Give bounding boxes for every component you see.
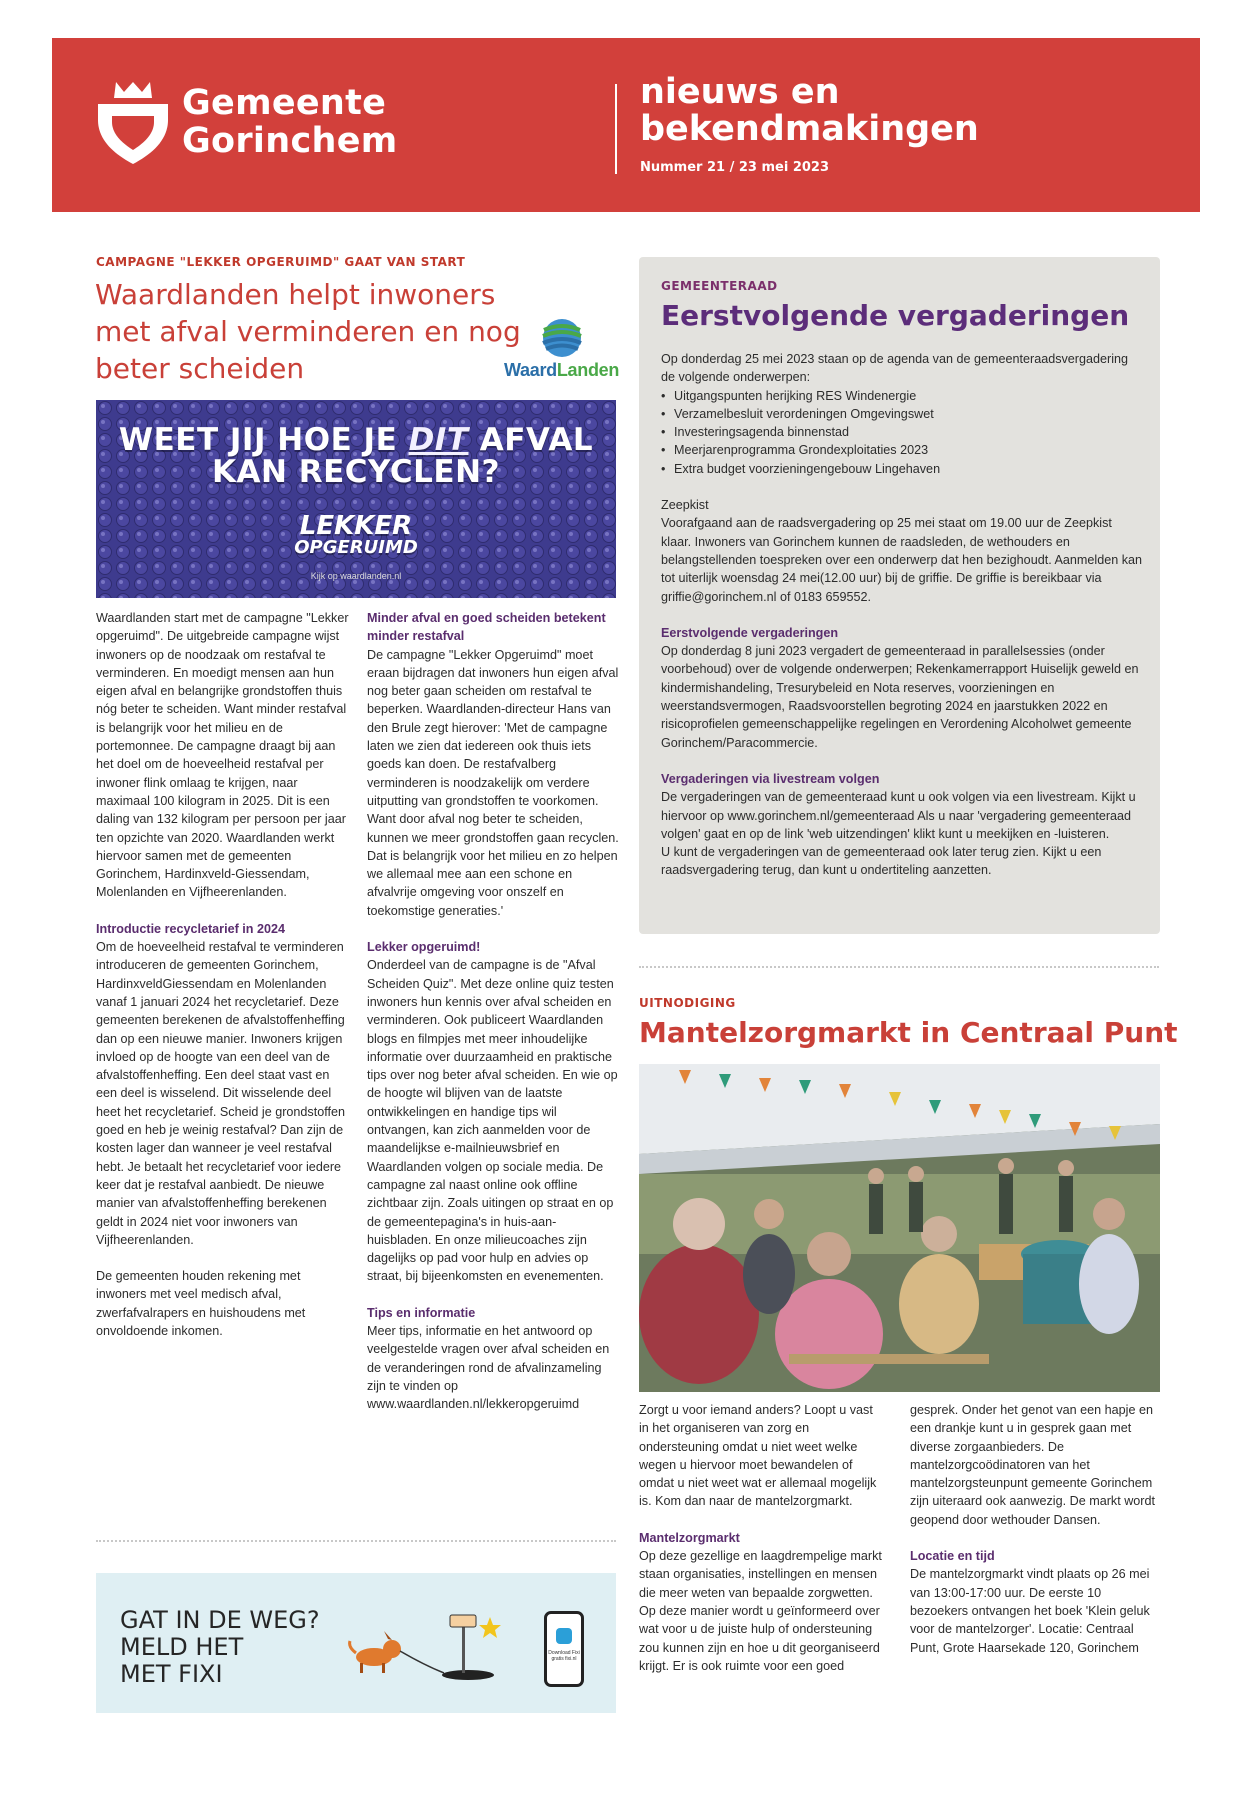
left-article-headline: Waardlanden helpt inwoners met afval verminderen en nog beter scheiden xyxy=(95,278,521,385)
paragraph: Onderdeel van de campagne is de "Afval Scheiden Quiz". Met deze online quiz testen inwoners hun kennis over afval scheiden en verminderen. Ook publiceert Waardlanden blogs en filmpjes met meer inhoudelijke informatie over duurzaamheid en praktische tips over nog beter afval scheiden. En wie op de hoogte wil blijven van de laatste ontwikkelingen en handige tips wil ontvangen, kan zich aanmelden voor de maandelijkse e-mailnieuwsbrief en Waardlanden volgen op sociale media. De campagne zal naast online ook offline zichtbaar zijn. Zoals uitingen op straat en op de gemeentepagina's in huis-aan-huisbladen. En onze milieucoaches zijn dagelijks op pad voor hulp en advies op straat, bij bijeenkomsten en evenementen. xyxy=(367,958,618,1284)
subheading: Minder afval en goed scheiden betekent minder restafval xyxy=(367,611,606,644)
subheading: Lekker opgeruimd! xyxy=(367,940,481,955)
paragraph: Meer tips, informatie en het antwoord op veelgestelde vragen over afval scheiden en de veranderingen rond de afvalinzameling zijn te vinden op www.waardlanden.nl/lekkeropgeruimd xyxy=(367,1323,610,1412)
campaign-banner xyxy=(96,400,616,598)
paragraph: De vergaderingen van de gemeenteraad kunt u ook volgen via een livestream. Kijkt u hiervoor op www.gorinchem.nl/gemeenteraad Als u naar 'vergadering gemeenteraad volgen' gaat en op de link 'web uitzendingen' klikt kunt u meekijken en -luisteren. xyxy=(661,790,1136,841)
paragraph: Op donderdag 25 mei 2023 staan op de agenda van de gemeenteraadsvergadering de volgende onderwerpen: xyxy=(661,352,1129,385)
waardlanden-wordmark xyxy=(504,360,619,381)
mantelzorg-column-1 xyxy=(639,1401,884,1675)
banner-headline-line-2: KAN RECYCLEN? xyxy=(212,454,500,490)
fixi-advertisement[interactable] xyxy=(96,1573,616,1713)
banner-headline-line-1 xyxy=(96,422,616,458)
brand-name xyxy=(182,84,398,160)
mantelzorg-kicker: UITNODIGING xyxy=(639,996,736,1010)
agenda-item: • Extra budget voorzieningengebouw Lingehaven xyxy=(661,460,1145,478)
agenda-item: • Meerjarenprogramma Grondexploitaties 2023 xyxy=(661,441,1145,459)
mantelzorg-column-2 xyxy=(910,1401,1162,1657)
lekker-opgeruimd-logo xyxy=(96,511,616,559)
masthead xyxy=(52,38,1200,212)
paragraph: Voorafgaand aan de raadsvergadering op 25 mei staat om 19.00 uur de Zeepkist klaar. Inwoners van Gorinchem kunnen de raadsleden, de wethouders en belangstellenden toespreken over een onderwerp dat hen bezighoudt. Aanmelden kan tot uiterlijk woensdag 24 mei(12.00 uur) bij de griffie. De griffie is bereikbaar via griffie@gorinchem.nl of 0183 659552. xyxy=(661,516,1143,604)
mantelzorg-title: Mantelzorgmarkt in Centraal Punt xyxy=(639,1016,1178,1049)
paragraph: De mantelzorgmarkt vindt plaats op 26 mei van 13:00-17:00 uur. De eerste 10 bezoekers ontvangen het boek 'Klein geluk voor de mantelzorger'. Locatie: Centraal Punt, Grote Haarsekade 120, Gorinchem xyxy=(910,1567,1150,1655)
dog-pothole-illustration xyxy=(344,1613,504,1683)
gemeenteraad-box xyxy=(639,257,1160,934)
section-divider xyxy=(96,1540,616,1542)
agenda-item: • Verzamelbesluit verordeningen Omgevingswet xyxy=(661,405,1145,423)
agenda-list xyxy=(661,387,1145,478)
paragraph: U kunt de vergaderingen van de gemeenteraad ook later terug zien. Kijkt u een raadsvergadering terug, dan kunt u ondertiteling aanzetten. xyxy=(661,845,1102,878)
fixi-line-3: MET FIXI xyxy=(120,1660,223,1688)
subheading: Locatie en tijd xyxy=(910,1549,995,1564)
paragraph: Om de hoeveelheid restafval te verminderen introduceren de gemeenten Gorinchem, HardinxveldGiessendam en Molenlanden vanaf 1 januari 2024 het recycletarief. Deze gemeenten berekenen de afvalstoffenheffing dan op een nieuwe manier. Inwoners krijgen invloed op de hoogte van een deel van de afvalstoffenheffing. Een deel staat vast en een deel is wisselend. Dit wisselende deel heet het recycletarief. Scheid je grondstoffen goed en heb je weinig restafval? Dan zijn de kosten lager dan wanneer je veel restafval hebt. Je betaalt het recycletarief voor iedere keer dat je restafval aanbiedt. De nieuwe manier van afvalstoffenheffing berekenen geldt in 2024 niet voor inwoners van Vijfheerenlanden. xyxy=(96,940,345,1247)
subheading: Mantelzorgmarkt xyxy=(639,1530,740,1545)
gemeenteraad-kicker: GEMEENTERAAD xyxy=(661,279,778,293)
paragraph: De campagne "Lekker Opgeruimd" moet eraan bijdragen dat inwoners hun eigen afval nog beter gaan scheiden om restafval te beperken. Waardlanden-directeur Hans van den Brule zegt hierover: 'Met de campagne laten we zien dat iedereen ook thuis iets goeds kan doen. De restafvalberg verminderen is noodzakelijk om verdere uitputting van grondstoffen te voorkomen. Want door afval nog beter te scheiden, kunnen we meer grondstoffen gaan recyclen. Dat is belangrijk voor het milieu en zo helpen we allemaal mee aan een schone en afvalvrije omgeving voor onszelf en toekomstige generaties.' xyxy=(367,647,619,918)
waardlanden-globe-icon xyxy=(540,318,584,358)
agenda-item: • Uitgangspunten herijking RES Windenergie xyxy=(661,387,1145,405)
wordmark-part-1: Waard xyxy=(504,360,557,380)
left-article-column-1 xyxy=(96,609,351,1340)
paragraph: Op donderdag 8 juni 2023 vergadert de gemeenteraad in parallelsessies (onder voorbehoud) over de volgende onderwerpen; Rekenkamerrapport Huiselijk geweld en kindermishandeling, Tresurybeleid en Nota reserves, voorzieningen en weerstandsvermogen, Raadsvoorstellen begroting 2024 en jaarstukken 2022 en risicoprofielen gemeenschappelijke regelingen en Verordening Alcoholwet gemeente Gorinchem/Paracommercie. xyxy=(661,644,1139,750)
left-article-kicker: CAMPAGNE "LEKKER OPGERUIMD" GAAT VAN START xyxy=(96,255,466,269)
left-article-column-2 xyxy=(367,609,619,1413)
market-crowd-scene xyxy=(639,1064,1160,1392)
fixi-app-phone-icon xyxy=(544,1611,584,1687)
issue-info: Nummer 21 / 23 mei 2023 xyxy=(640,160,830,175)
subheading: Introductie recycletarief in 2024 xyxy=(96,921,285,936)
fixi-line-1: GAT IN DE WEG? xyxy=(120,1606,320,1634)
paragraph: Op deze gezellige en laagdrempelige markt staan organisaties, instellingen en mensen die meer weten van bepaalde zorgwetten. Op deze manier wordt u geïnformeerd over wat voor u de juiste hulp of ondersteuning zou kunnen zijn en hoe u dit georganiseerd krijgt. Er is ook ruimte voor een goed xyxy=(639,1549,882,1673)
banner-line1-emphasis: DIT xyxy=(408,422,469,458)
banner-line1-end: AFVAL xyxy=(479,422,594,458)
brand-line-2: Gorinchem xyxy=(182,121,398,161)
fixi-ad-text xyxy=(120,1607,320,1688)
paragraph: gesprek. Onder het genot van een hapje en een drankje kunt u in gesprek gaan met diverse zorgaanbieders. De mantelzorgcoödinatoren van het mantelzorgsteunpunt gemeente Gorinchem zijn uiteraard ook aanwezig. De markt wordt geopend door wethouder Dansen. xyxy=(910,1403,1155,1527)
publication-title-line-1: nieuws en xyxy=(640,72,840,112)
paragraph: Zorgt u voor iemand anders? Loopt u vast in het organiseren van zorg en ondersteuning omdat u niet weet welke wegen u hiervoor moet bewandelen of omdat u niet weet wat er allemaal mogelijk is. Kom dan naar de mantelzorgmarkt. xyxy=(639,1403,877,1509)
publication-title-line-2: bekendmakingen xyxy=(640,109,979,149)
brand-line-1: Gemeente xyxy=(182,83,387,123)
gemeente-crown-shield-icon xyxy=(94,80,172,166)
subheading: Vergaderingen via livestream volgen xyxy=(661,771,880,786)
zeepkist-label: Zeepkist xyxy=(661,498,709,513)
waardlanden-logo xyxy=(504,318,620,382)
paragraph: De gemeenten houden rekening met inwoners met veel medisch afval, zwerfafvalrapers en huishoudens met onvoldoende inkomen. xyxy=(96,1269,306,1338)
wordmark-part-2: Landen xyxy=(556,360,620,380)
paragraph: Waardlanden start met de campagne "Lekker opgeruimd". De uitgebreide campagne wijst inwoners op de noodzaak om restafval te verminderen. En moedigt mensen aan hun eigen afval en belangrijke grondstoffen thuis nóg beter te scheiden. Want minder restafval is belangrijk voor het milieu en de portemonnee. De campagne draagt bij aan het doel om de hoeveelheid restafval per inwoner flink omlaag te krijgen, naar maximaal 100 kilogram in 2025. Dit is een daling van 132 kilogram per persoon per jaar ten opzichte van 2020. Waardlanden werkt hiervoor samen met de gemeenten Gorinchem, Hardinxveld-Giessendam, Molenlanden en Vijfheerenlanden. xyxy=(96,611,349,900)
brand-word-1: LEKKER xyxy=(299,511,413,541)
subheading: Tips en informatie xyxy=(367,1305,476,1320)
gemeenteraad-title: Eerstvolgende vergaderingen xyxy=(661,299,1130,332)
gemeenteraad-body xyxy=(661,350,1145,880)
mantelzorgmarkt-photo xyxy=(639,1064,1160,1392)
section-divider xyxy=(639,966,1159,968)
banner-line1-start: WEET JIJ HOE JE xyxy=(118,422,398,458)
banner-url: Kijk op waardlanden.nl xyxy=(310,571,402,581)
brand-word-2: OPGERUIMD xyxy=(294,537,418,558)
subheading: Eerstvolgende vergaderingen xyxy=(661,625,839,640)
fixi-line-2: MELD HET xyxy=(120,1633,244,1661)
publication-title xyxy=(640,74,979,148)
masthead-divider xyxy=(615,84,617,174)
fixi-download-label: Download Fixi gratis fixi.nl xyxy=(548,1650,580,1662)
fixi-app-icon xyxy=(556,1628,572,1644)
agenda-item: • Investeringsagenda binnenstad xyxy=(661,423,1145,441)
